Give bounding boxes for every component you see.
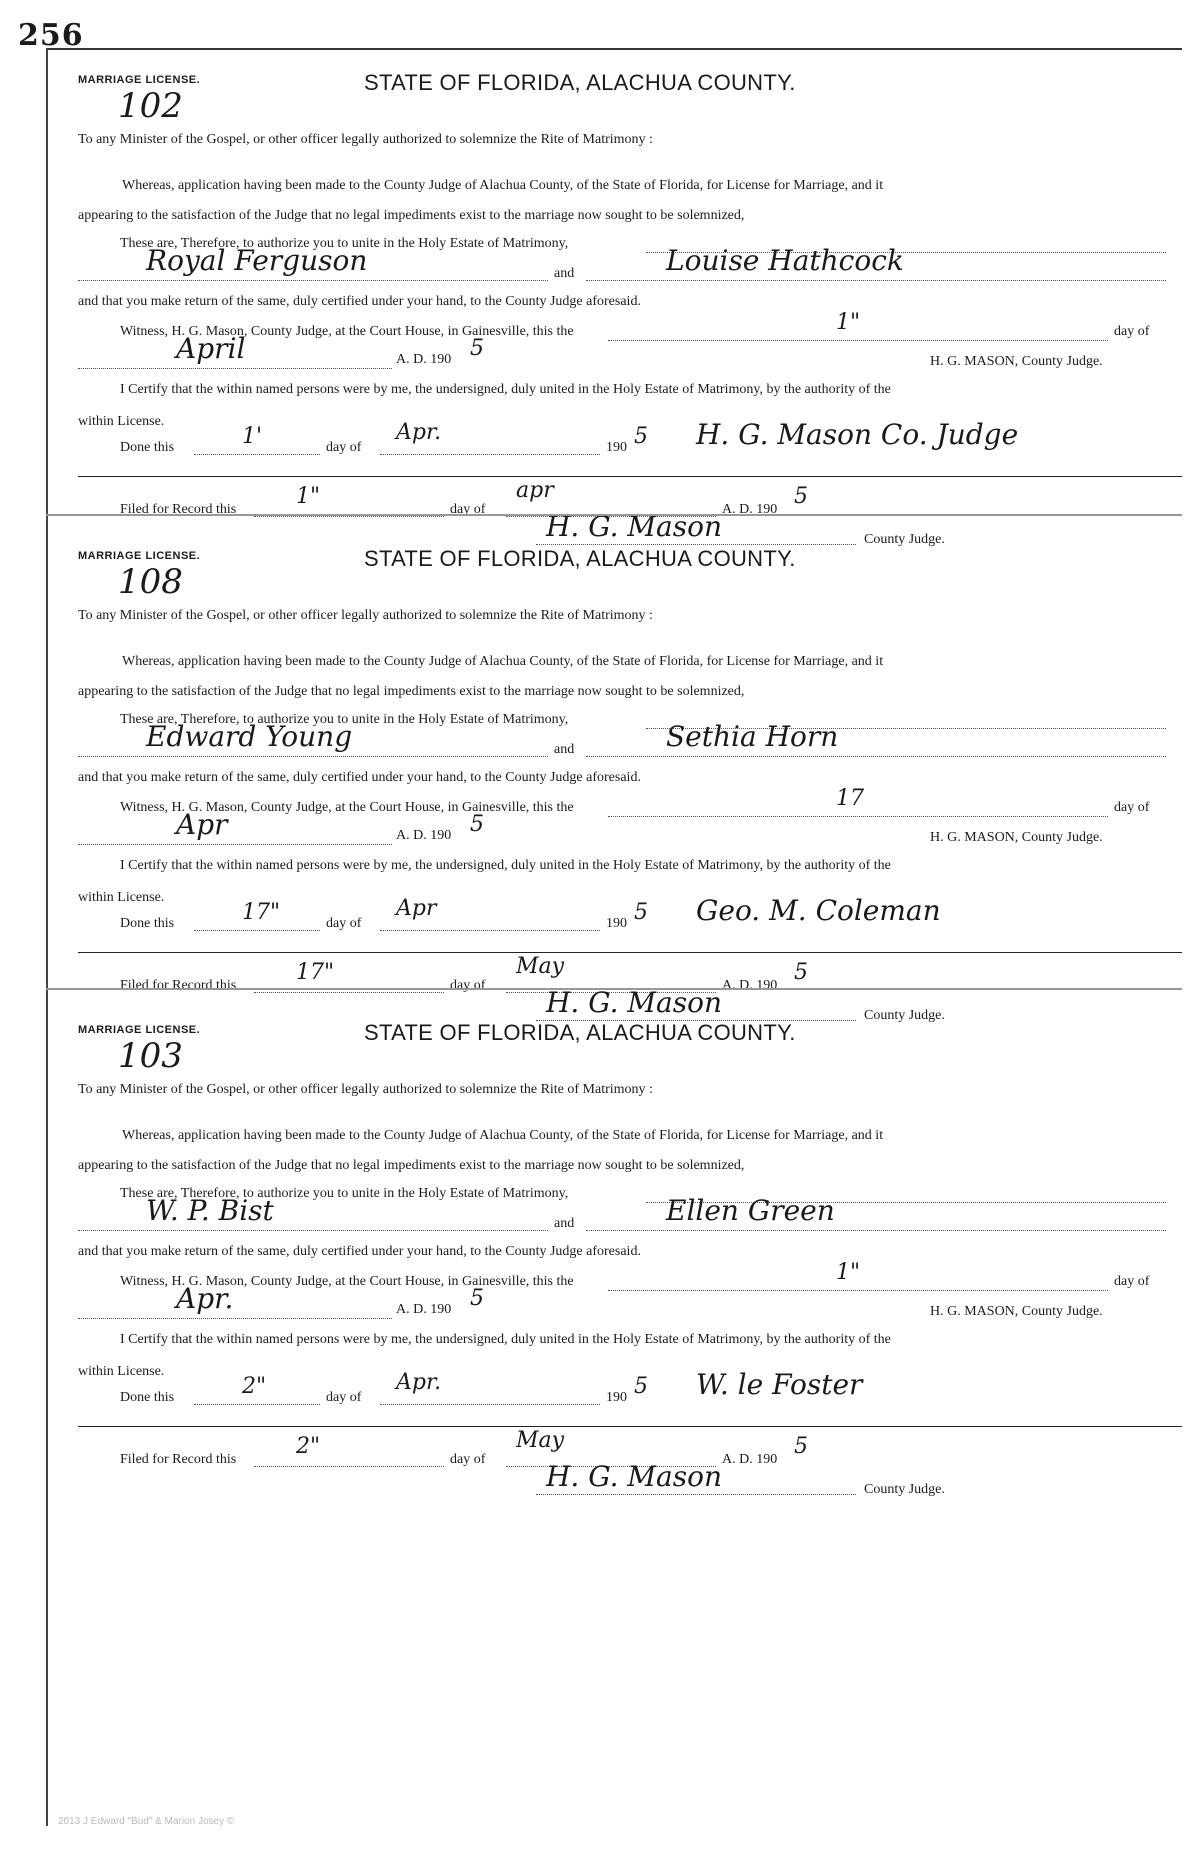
witness-year: 5 <box>470 1286 484 1311</box>
filed-day-of-label: day of <box>450 1452 486 1467</box>
groom-fill <box>78 756 548 757</box>
section-rule <box>78 952 1182 953</box>
county-judge-label: County Judge. <box>864 1482 945 1497</box>
officiant-signature: H. G. Mason Co. Judge <box>696 418 1019 451</box>
license-number: 103 <box>118 1036 183 1076</box>
state-title: STATE OF FLORIDA, ALACHUA COUNTY. <box>364 1020 796 1045</box>
done-day-fill <box>194 454 320 455</box>
filed-day-fill <box>254 1466 444 1467</box>
done-day: 17" <box>242 900 281 925</box>
done-year-label: 190 <box>606 1390 627 1405</box>
address-line: To any Minister of the Gospel, or other officer legally authorized to solemnize the Rite of Matrimony : <box>78 132 653 147</box>
witness-year: 5 <box>470 336 484 361</box>
filed-label: Filed for Record this <box>120 978 237 993</box>
done-day-of-label: day of <box>326 440 362 455</box>
whereas-line-2: appearing to the satisfaction of the Judge that no legal impediments exist to the marriage now sought to be solemnized, <box>78 208 745 223</box>
return-line: and that you make return of the same, duly certified under your hand, to the County Judge aforesaid. <box>78 770 641 785</box>
certify-line: I Certify that the within named persons were by me, the undersigned, duly united in the Holy Estate of Matrimony, by the authority of the <box>120 1332 891 1347</box>
done-day: 1' <box>242 424 263 449</box>
witness-line: Witness, H. G. Mason, County Judge, at the Court House, in Gainesville, this the <box>120 1274 574 1289</box>
bride-fill <box>586 756 1166 757</box>
ad-label: A. D. 190 <box>396 828 452 843</box>
bride-fill <box>586 280 1166 281</box>
license-number: 102 <box>118 86 183 126</box>
filed-signature-fill <box>536 1494 856 1495</box>
whereas-line-2: appearing to the satisfaction of the Judge that no legal impediments exist to the marriage now sought to be solemnized, <box>78 684 745 699</box>
done-month: Apr. <box>396 1370 442 1395</box>
witness-day: 17 <box>836 786 864 811</box>
witness-month: April <box>176 332 246 365</box>
return-line: and that you make return of the same, duly certified under your hand, to the County Judge aforesaid. <box>78 294 641 309</box>
done-year: 5 <box>634 900 648 925</box>
day-of-label: day of <box>1114 800 1150 815</box>
bride-fill <box>586 1230 1166 1231</box>
done-day-of-label: day of <box>326 1390 362 1405</box>
filed-year: 5 <box>794 960 808 985</box>
filed-ad-label: A. D. 190 <box>722 502 778 517</box>
filed-label: Filed for Record this <box>120 1452 237 1467</box>
whereas-line-2: appearing to the satisfaction of the Judge that no legal impediments exist to the marriage now sought to be solemnized, <box>78 1158 745 1173</box>
done-day-fill <box>194 1404 320 1405</box>
within-license: within License. <box>78 890 165 905</box>
county-judge-label: County Judge. <box>864 532 945 547</box>
day-of-label: day of <box>1114 324 1150 339</box>
filed-day: 17" <box>296 960 335 985</box>
filed-signature: H. G. Mason <box>546 986 723 1019</box>
done-day-of-label: day of <box>326 916 362 931</box>
ad-label: A. D. 190 <box>396 1302 452 1317</box>
ad-label: A. D. 190 <box>396 352 452 367</box>
filed-signature: H. G. Mason <box>546 510 723 543</box>
filed-month: May <box>516 954 565 979</box>
done-year-label: 190 <box>606 440 627 455</box>
witness-month: Apr. <box>176 1282 234 1315</box>
witness-line: Witness, H. G. Mason, County Judge, at the Court House, in Gainesville, this the <box>120 324 574 339</box>
license-record <box>46 990 1182 1550</box>
judge-title: H. G. MASON, County Judge. <box>930 1304 1103 1319</box>
witness-line: Witness, H. G. Mason, County Judge, at the Court House, in Gainesville, this the <box>120 800 574 815</box>
section-divider <box>46 514 1182 516</box>
within-license: within License. <box>78 414 165 429</box>
done-year: 5 <box>634 424 648 449</box>
groom-name: Royal Ferguson <box>146 244 368 277</box>
filed-month: May <box>516 1428 565 1453</box>
witness-month-fill <box>78 368 392 369</box>
license-number: 108 <box>118 562 183 602</box>
certify-line: I Certify that the within named persons were by me, the undersigned, duly united in the Holy Estate of Matrimony, by the authority of the <box>120 858 891 873</box>
address-line: To any Minister of the Gospel, or other officer legally authorized to solemnize the Rite of Matrimony : <box>78 1082 653 1097</box>
done-this-label: Done this <box>120 1390 175 1405</box>
filed-day: 2" <box>296 1434 321 1459</box>
address-line: To any Minister of the Gospel, or other officer legally authorized to solemnize the Rite of Matrimony : <box>78 608 653 623</box>
page-number: 256 <box>18 18 84 53</box>
groom-fill <box>78 1230 548 1231</box>
done-month-fill <box>380 454 600 455</box>
these-are-line: These are, Therefore, to authorize you to unite in the Holy Estate of Matrimony, <box>120 712 569 727</box>
section-rule <box>78 1426 1182 1427</box>
witness-month-fill <box>78 1318 392 1319</box>
witness-day-fill <box>608 340 1108 341</box>
witness-month-fill <box>78 844 392 845</box>
done-month: Apr. <box>396 420 442 445</box>
witness-day: 1" <box>836 1260 861 1285</box>
done-this-label: Done this <box>120 440 175 455</box>
groom-name: Edward Young <box>146 720 353 753</box>
county-judge-label: County Judge. <box>864 1008 945 1023</box>
filed-signature: H. G. Mason <box>546 1460 723 1493</box>
filed-day-of-label: day of <box>450 502 486 517</box>
done-year: 5 <box>634 1374 648 1399</box>
done-day: 2" <box>242 1374 267 1399</box>
whereas-line-1: Whereas, application having been made to the County Judge of Alachua County, of the State of Florida, for License for Marriage, and it <box>122 1128 884 1143</box>
bride-name: Ellen Green <box>666 1194 835 1227</box>
filed-day-of-label: day of <box>450 978 486 993</box>
filed-day: 1" <box>296 484 321 509</box>
these-are-line: These are, Therefore, to authorize you to unite in the Holy Estate of Matrimony, <box>120 1186 569 1201</box>
done-year-label: 190 <box>606 916 627 931</box>
and-word: and <box>554 742 575 757</box>
done-day-fill <box>194 930 320 931</box>
return-line: and that you make return of the same, duly certified under your hand, to the County Judge aforesaid. <box>78 1244 641 1259</box>
within-license: within License. <box>78 1364 165 1379</box>
state-title: STATE OF FLORIDA, ALACHUA COUNTY. <box>364 546 796 571</box>
witness-month: Apr <box>176 808 228 841</box>
done-month-fill <box>380 1404 600 1405</box>
section-rule <box>78 476 1182 477</box>
witness-day-fill <box>608 816 1108 817</box>
day-of-label: day of <box>1114 1274 1150 1289</box>
license-label: MARRIAGE LICENSE. <box>78 550 201 562</box>
section-divider <box>46 988 1182 990</box>
judge-title: H. G. MASON, County Judge. <box>930 830 1103 845</box>
license-label: MARRIAGE LICENSE. <box>78 1024 201 1036</box>
witness-day: 1" <box>836 310 861 335</box>
bride-name: Sethia Horn <box>666 720 839 753</box>
whereas-line-1: Whereas, application having been made to the County Judge of Alachua County, of the State of Florida, for License for Marriage, and it <box>122 654 884 669</box>
filed-ad-label: A. D. 190 <box>722 1452 778 1467</box>
officiant-signature: Geo. M. Coleman <box>696 894 941 927</box>
officiant-signature: W. le Foster <box>696 1368 863 1401</box>
and-word: and <box>554 266 575 281</box>
these-are-line: These are, Therefore, to authorize you to unite in the Holy Estate of Matrimony, <box>120 236 569 251</box>
witness-year: 5 <box>470 812 484 837</box>
filed-month: apr <box>516 478 554 503</box>
copyright-footer: 2013 J Edward "Bud" & Marion Josey © <box>58 1816 235 1827</box>
filed-ad-label: A. D. 190 <box>722 978 778 993</box>
and-word: and <box>554 1216 575 1231</box>
filed-year: 5 <box>794 484 808 509</box>
bride-name: Louise Hathcock <box>666 244 904 277</box>
certify-line: I Certify that the within named persons were by me, the undersigned, duly united in the Holy Estate of Matrimony, by the authority of the <box>120 382 891 397</box>
done-month: Apr <box>396 896 437 921</box>
done-month-fill <box>380 930 600 931</box>
witness-day-fill <box>608 1290 1108 1291</box>
groom-fill <box>78 280 548 281</box>
whereas-line-1: Whereas, application having been made to the County Judge of Alachua County, of the State of Florida, for License for Marriage, and it <box>122 178 884 193</box>
state-title: STATE OF FLORIDA, ALACHUA COUNTY. <box>364 70 796 95</box>
filed-year: 5 <box>794 1434 808 1459</box>
groom-name: W. P. Bist <box>146 1194 274 1227</box>
license-label: MARRIAGE LICENSE. <box>78 74 201 86</box>
done-this-label: Done this <box>120 916 175 931</box>
judge-title: H. G. MASON, County Judge. <box>930 354 1103 369</box>
filed-label: Filed for Record this <box>120 502 237 517</box>
